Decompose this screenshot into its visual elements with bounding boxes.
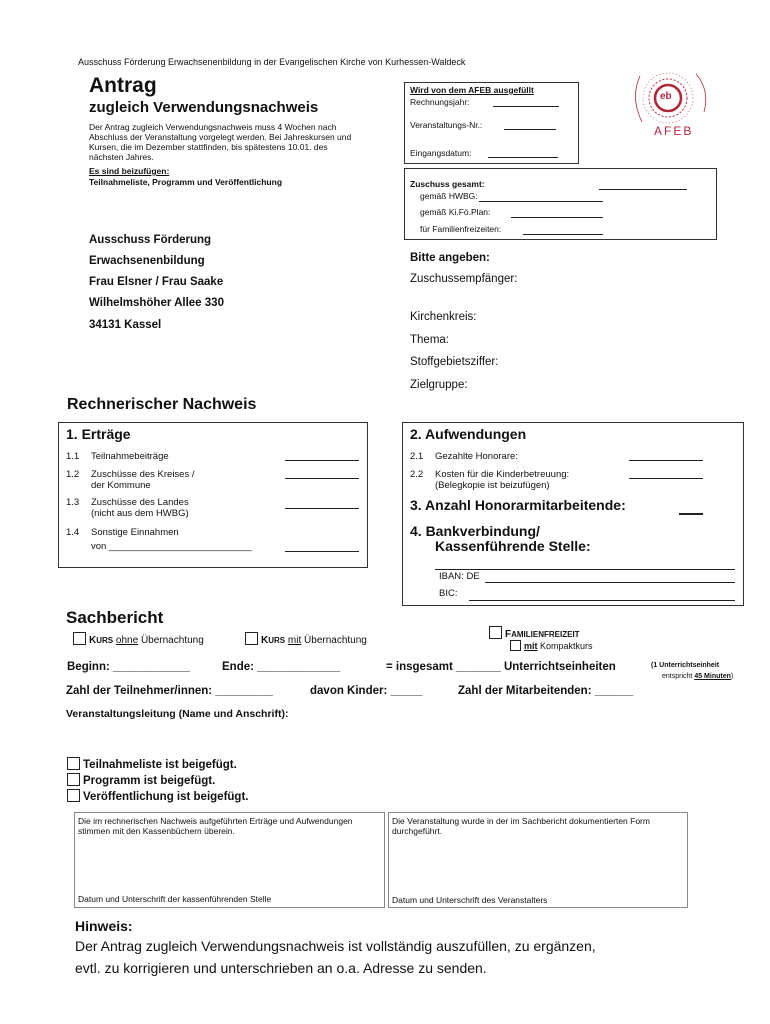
form-title: Antrag — [89, 74, 157, 97]
kurs-ohne-option[interactable] — [73, 632, 204, 646]
veroeffentlichung-checkbox[interactable] — [67, 789, 80, 802]
signature-box-kasse — [74, 812, 385, 908]
option-suffix: Übernachtung — [304, 635, 367, 646]
option-underlined-word: ohne — [115, 635, 139, 646]
logo-text: AFEB — [654, 124, 694, 138]
zuschuss-box — [404, 168, 717, 240]
honorarmitarbeitende-heading: 3. Anzahl Honorarmitarbeitende: — [410, 497, 626, 513]
option-small-caps: URS — [268, 636, 286, 645]
familienfreizeit-option[interactable] — [489, 626, 580, 640]
signature-statement: Die im rechnerischen Nachweis aufgeführten Erträge und Aufwendungen stimmen mit den Kassenbüchern überein. — [78, 816, 353, 836]
signature-label[interactable]: Datum und Unterschrift der kassenführenden Stelle — [78, 894, 272, 904]
afeb-box-heading: Wird von dem AFEB ausgefüllt — [410, 85, 534, 95]
familienfreizeit-checkbox[interactable] — [489, 626, 502, 639]
row-label: Sonstige Einnahmen — [91, 527, 179, 538]
option-initial: F — [505, 629, 512, 640]
teilnahmebeitraege-field[interactable] — [285, 460, 359, 461]
checklist-item[interactable] — [67, 757, 248, 773]
row-label-cont: von ___________________________ — [91, 541, 252, 552]
teilnehmer-field[interactable]: Zahl der Teilnehmer/innen: _________ — [66, 685, 273, 697]
option-suffix: Kompaktkurs — [540, 641, 593, 651]
row-label: Kosten für die Kinderbetreuung: — [435, 469, 570, 480]
kompaktkurs-checkbox[interactable] — [510, 640, 521, 651]
veranstaltungs-nr-label: Veranstaltungs-Nr.: — [410, 120, 483, 130]
hinweis-heading: Hinweis: — [75, 918, 133, 934]
honorarmitarbeitende-field[interactable] — [679, 513, 703, 515]
option-initial: K — [89, 635, 97, 646]
intro-text: Der Antrag zugleich Verwendungsnachweis muss 4 Wochen nach Abschluss der Veranstaltung vorgelegt werden. Bei Jahreskursen und Kursen, die im Dezember stattfinden, bis spätestens 10.01. des nächsten Jahres. — [89, 122, 352, 162]
honorare-field[interactable] — [629, 460, 703, 461]
row-label-cont: (Belegkopie ist beizufügen) — [435, 480, 550, 491]
hwbg-field[interactable] — [479, 201, 603, 202]
eingangsdatum-field[interactable] — [488, 157, 558, 158]
familienfreizeiten-label: für Familienfreizeiten: — [420, 224, 502, 234]
form-subtitle: zugleich Verwendungsnachweis — [89, 99, 319, 116]
kurs-mit-checkbox[interactable] — [245, 632, 258, 645]
zuschuss-gesamt-label: Zuschuss gesamt: — [410, 179, 485, 189]
sonstige-einnahmen-field[interactable] — [285, 551, 359, 552]
kurs-ohne-checkbox[interactable] — [73, 632, 86, 645]
kassenfuehrende-stelle-field[interactable] — [435, 569, 735, 570]
kirchenkreis-label: Kirchenkreis: — [410, 311, 477, 323]
checklist-item[interactable] — [67, 773, 248, 789]
bankverbindung-heading: 4. Bankverbindung/ — [410, 523, 540, 539]
row-number: 1.3 — [66, 497, 80, 508]
option-small-caps: AMILIENFREIZEIT — [511, 630, 580, 639]
row-number: 1.4 — [66, 527, 80, 538]
thema-label: Thema: — [410, 334, 449, 346]
checklist-label: Programm ist beigefügt. — [83, 775, 216, 787]
beginn-field[interactable]: Beginn: ____________ — [67, 661, 190, 673]
hinweis-text: Der Antrag zugleich Verwendungsnachweis ist vollständig auszufüllen, zu ergänzen, — [75, 938, 596, 954]
address-line: Frau Elsner / Frau Saake — [89, 276, 224, 288]
row-label: Zuschüsse des Kreises / — [91, 469, 195, 480]
ue-note-close: ) — [730, 673, 734, 680]
checklist-label: Teilnahmeliste ist beigefügt. — [83, 759, 237, 771]
kifoplan-label: gemäß Ki.Fö.Plan: — [420, 207, 491, 217]
logo-mark: eb — [660, 91, 672, 102]
row-label: Zuschüsse des Landes — [91, 497, 189, 508]
hinweis-text: evtl. zu korrigieren und unterschrieben an o.a. Adresse zu senden. — [75, 960, 487, 976]
iban-field[interactable] — [485, 582, 735, 583]
row-number: 2.1 — [410, 451, 424, 462]
rechnerischer-nachweis-heading: Rechnerischer Nachweis — [67, 396, 257, 413]
programm-checkbox[interactable] — [67, 773, 80, 786]
address-line: Erwachsenenbildung — [89, 255, 205, 267]
attachments-list: Teilnahmeliste, Programm und Veröffentlichung — [89, 177, 283, 187]
unterrichtseinheiten-field[interactable]: = insgesamt _______ Unterrichtseinheiten — [386, 661, 616, 673]
row-label: Gezahlte Honorare: — [435, 451, 518, 462]
checklist-label: Veröffentlichung ist beigefügt. — [83, 791, 249, 803]
veranstaltungsleitung-label: Veranstaltungsleitung (Name und Anschrift): — [66, 708, 289, 720]
row-number: 1.2 — [66, 469, 80, 480]
aufwendungen-heading: 2. Aufwendungen — [410, 426, 527, 442]
sachbericht-heading: Sachbericht — [66, 608, 164, 627]
kinderbetreuung-field[interactable] — [629, 478, 703, 479]
zuschussempfaenger-label: Zuschussempfänger: — [410, 273, 518, 285]
zuschuss-land-field[interactable] — [285, 508, 359, 509]
ue-note-minutes-value: 45 Minuten — [694, 673, 731, 680]
bic-label: BIC: — [439, 588, 458, 599]
row-label-cont: der Kommune — [91, 480, 151, 491]
rechnungsjahr-field[interactable] — [493, 106, 559, 107]
familienfreizeiten-field[interactable] — [523, 234, 603, 235]
address-line: Wilhelmshöher Allee 330 — [89, 297, 224, 309]
option-underlined-word: mit — [524, 641, 538, 651]
ue-note-text: entspricht — [662, 673, 693, 680]
ue-note: (1 Unterrichtseinheit — [651, 662, 720, 669]
aufwendungen-box — [402, 422, 744, 606]
option-small-caps: URS — [96, 636, 114, 645]
signature-label[interactable]: Datum und Unterschrift des Veranstalters — [392, 895, 548, 905]
ende-field[interactable]: Ende: _____________ — [222, 661, 341, 673]
address-line: Ausschuss Förderung — [89, 234, 212, 246]
bitte-angeben-heading: Bitte angeben: — [410, 252, 490, 264]
stoffgebietsziffer-label: Stoffgebietsziffer: — [410, 356, 499, 368]
kassenfuehrende-stelle-heading: Kassenführende Stelle: — [435, 538, 591, 554]
option-underlined-word: mit — [287, 635, 302, 646]
zuschuss-gesamt-field[interactable] — [599, 189, 687, 190]
address-line: 34131 Kassel — [89, 319, 162, 331]
checklist-item[interactable] — [67, 789, 248, 805]
row-number: 1.1 — [66, 451, 80, 462]
row-label: Teilnahmebeiträge — [91, 451, 169, 462]
option-initial: K — [261, 635, 269, 646]
attachment-checklist — [67, 757, 248, 805]
kompaktkurs-option[interactable] — [510, 640, 593, 651]
kurs-mit-option[interactable] — [245, 632, 367, 646]
kifoplan-field[interactable] — [511, 217, 603, 218]
veranstaltungs-nr-field[interactable] — [504, 129, 556, 130]
bic-field[interactable] — [469, 600, 735, 601]
ertraege-box — [58, 422, 368, 568]
rechnungsjahr-label: Rechnungsjahr: — [410, 97, 470, 107]
afeb-office-box — [404, 82, 579, 164]
zielgruppe-label: Zielgruppe: — [410, 379, 468, 391]
address-block — [89, 230, 224, 336]
mitarbeitende-field[interactable]: Zahl der Mitarbeitenden: ______ — [458, 685, 634, 697]
zuschuss-kreis-field[interactable] — [285, 478, 359, 479]
eingangsdatum-label: Eingangsdatum: — [410, 148, 472, 158]
row-number: 2.2 — [410, 469, 424, 480]
ue-note-minutes — [662, 673, 733, 680]
kinder-field[interactable]: davon Kinder: _____ — [310, 685, 423, 697]
organization-line: Ausschuss Förderung Erwachsenenbildung in der Evangelischen Kirche von Kurhessen-Waldeck — [78, 57, 466, 67]
hwbg-label: gemäß HWBG: — [420, 191, 478, 201]
attachments-heading: Es sind beizufügen: — [89, 166, 170, 176]
ertraege-row — [66, 451, 79, 462]
iban-label: IBAN: DE — [439, 571, 480, 582]
ertraege-heading: 1. Erträge — [66, 426, 131, 442]
signature-statement: Die Veranstaltung wurde in der im Sachbericht dokumentierten Form durchgeführt. — [392, 816, 650, 836]
option-suffix: Übernachtung — [140, 635, 204, 646]
row-label-cont: (nicht aus dem HWBG) — [91, 508, 189, 519]
afeb-logo — [618, 60, 730, 150]
signature-box-veranstalter — [388, 812, 688, 908]
teilnahmeliste-checkbox[interactable] — [67, 757, 80, 770]
